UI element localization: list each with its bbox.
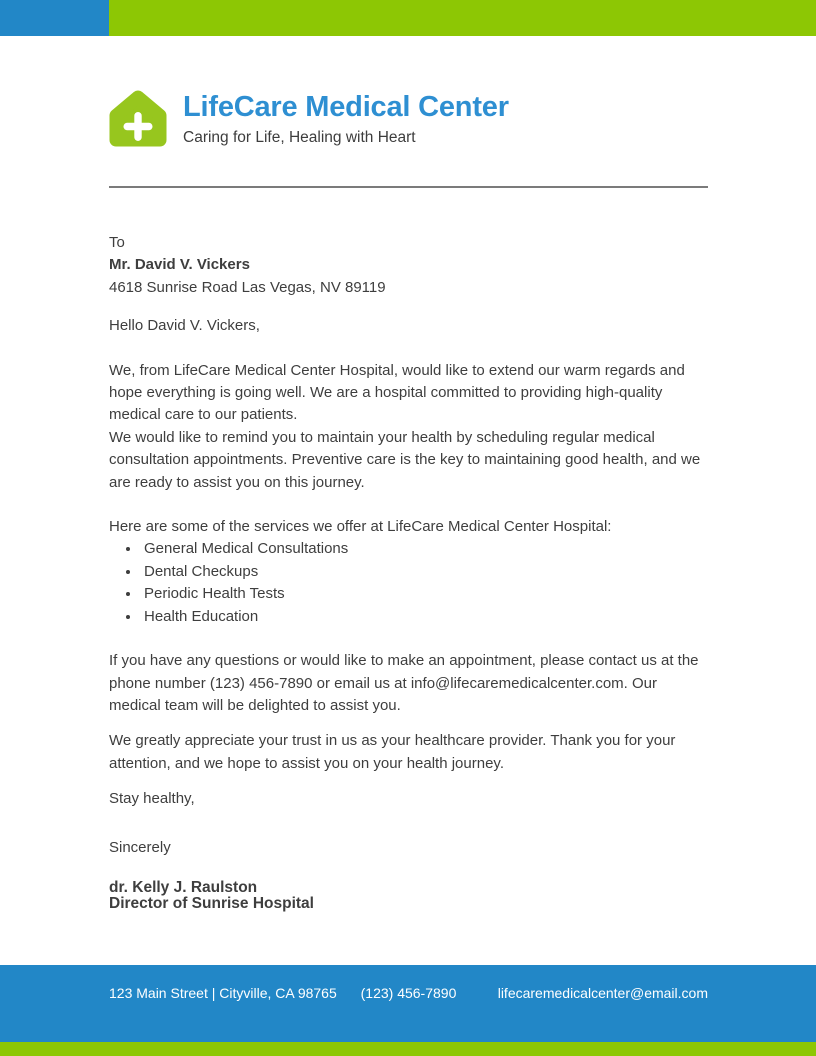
footer-contact-bar [0,965,816,1042]
farewell: Stay healthy, [109,790,195,808]
signoff: Sincerely [109,838,171,856]
contact-paragraph: If you have any questions or would like to make an appointment, please contact us at the phone number (123) 456-7890 or email us at info@lifecaremedicalcenter.com. Our medical team will be delighted to assist you. [109,652,699,714]
intro-paragraphs [109,360,708,494]
services-intro: Here are some of the services we offer at LifeCare Medical Center Hospital: [109,518,612,536]
letterhead [106,87,708,153]
top-bar-green-segment [109,0,816,36]
signature-title: Director of Sunrise Hospital [109,895,314,913]
footer-email: lifecaremedicalcenter@email.com [497,985,708,1001]
footer-address: 123 Main Street | Cityville, CA 98765 [109,985,337,1001]
greeting: Hello David V. Vickers, [109,317,260,335]
letterhead-text [183,87,509,147]
top-accent-bar [0,0,816,36]
service-item: • Periodic Health Tests [141,583,708,605]
footer-green-bar [0,1042,816,1056]
footer [0,965,816,1056]
services-section [109,516,708,628]
signature-name: dr. Kelly J. Raulston [109,878,258,896]
recipient-block [109,232,708,299]
service-item: • Health Education [141,606,708,628]
org-title: LifeCare Medical Center [183,91,509,123]
org-tagline: Caring for Life, Healing with Heart [183,129,416,147]
services-list [109,538,708,628]
top-bar-blue-segment [0,0,109,36]
service-item: • Dental Checkups [141,561,708,583]
letter-body [109,232,708,913]
house-plus-medical-icon [106,87,170,153]
signature-block [109,880,708,913]
paragraph-regards: We, from LifeCare Medical Center Hospital, would like to extend our warm regards and hope everything is going well. We are a hospital committed to providing high-quality medical care to our patients. [109,361,685,424]
footer-phone: (123) 456-7890 [360,985,457,1001]
recipient-name: Mr. David V. Vickers [109,256,250,274]
recipient-label: To [109,234,125,251]
paragraph-reminder: We would like to remind you to maintain your health by scheduling regular medical consultation appointments. Preventive care is the key to maintaining good health, and we are ready to assist you on this journey. [109,428,701,491]
header-divider [109,186,708,188]
closing-paragraph: We greatly appreciate your trust in us as your healthcare provider. Thank you for your attention, and we hope to assist you on your health journey. [109,732,676,772]
recipient-address: 4618 Sunrise Road Las Vegas, NV 89119 [109,278,386,296]
service-item: • General Medical Consultations [141,538,708,560]
